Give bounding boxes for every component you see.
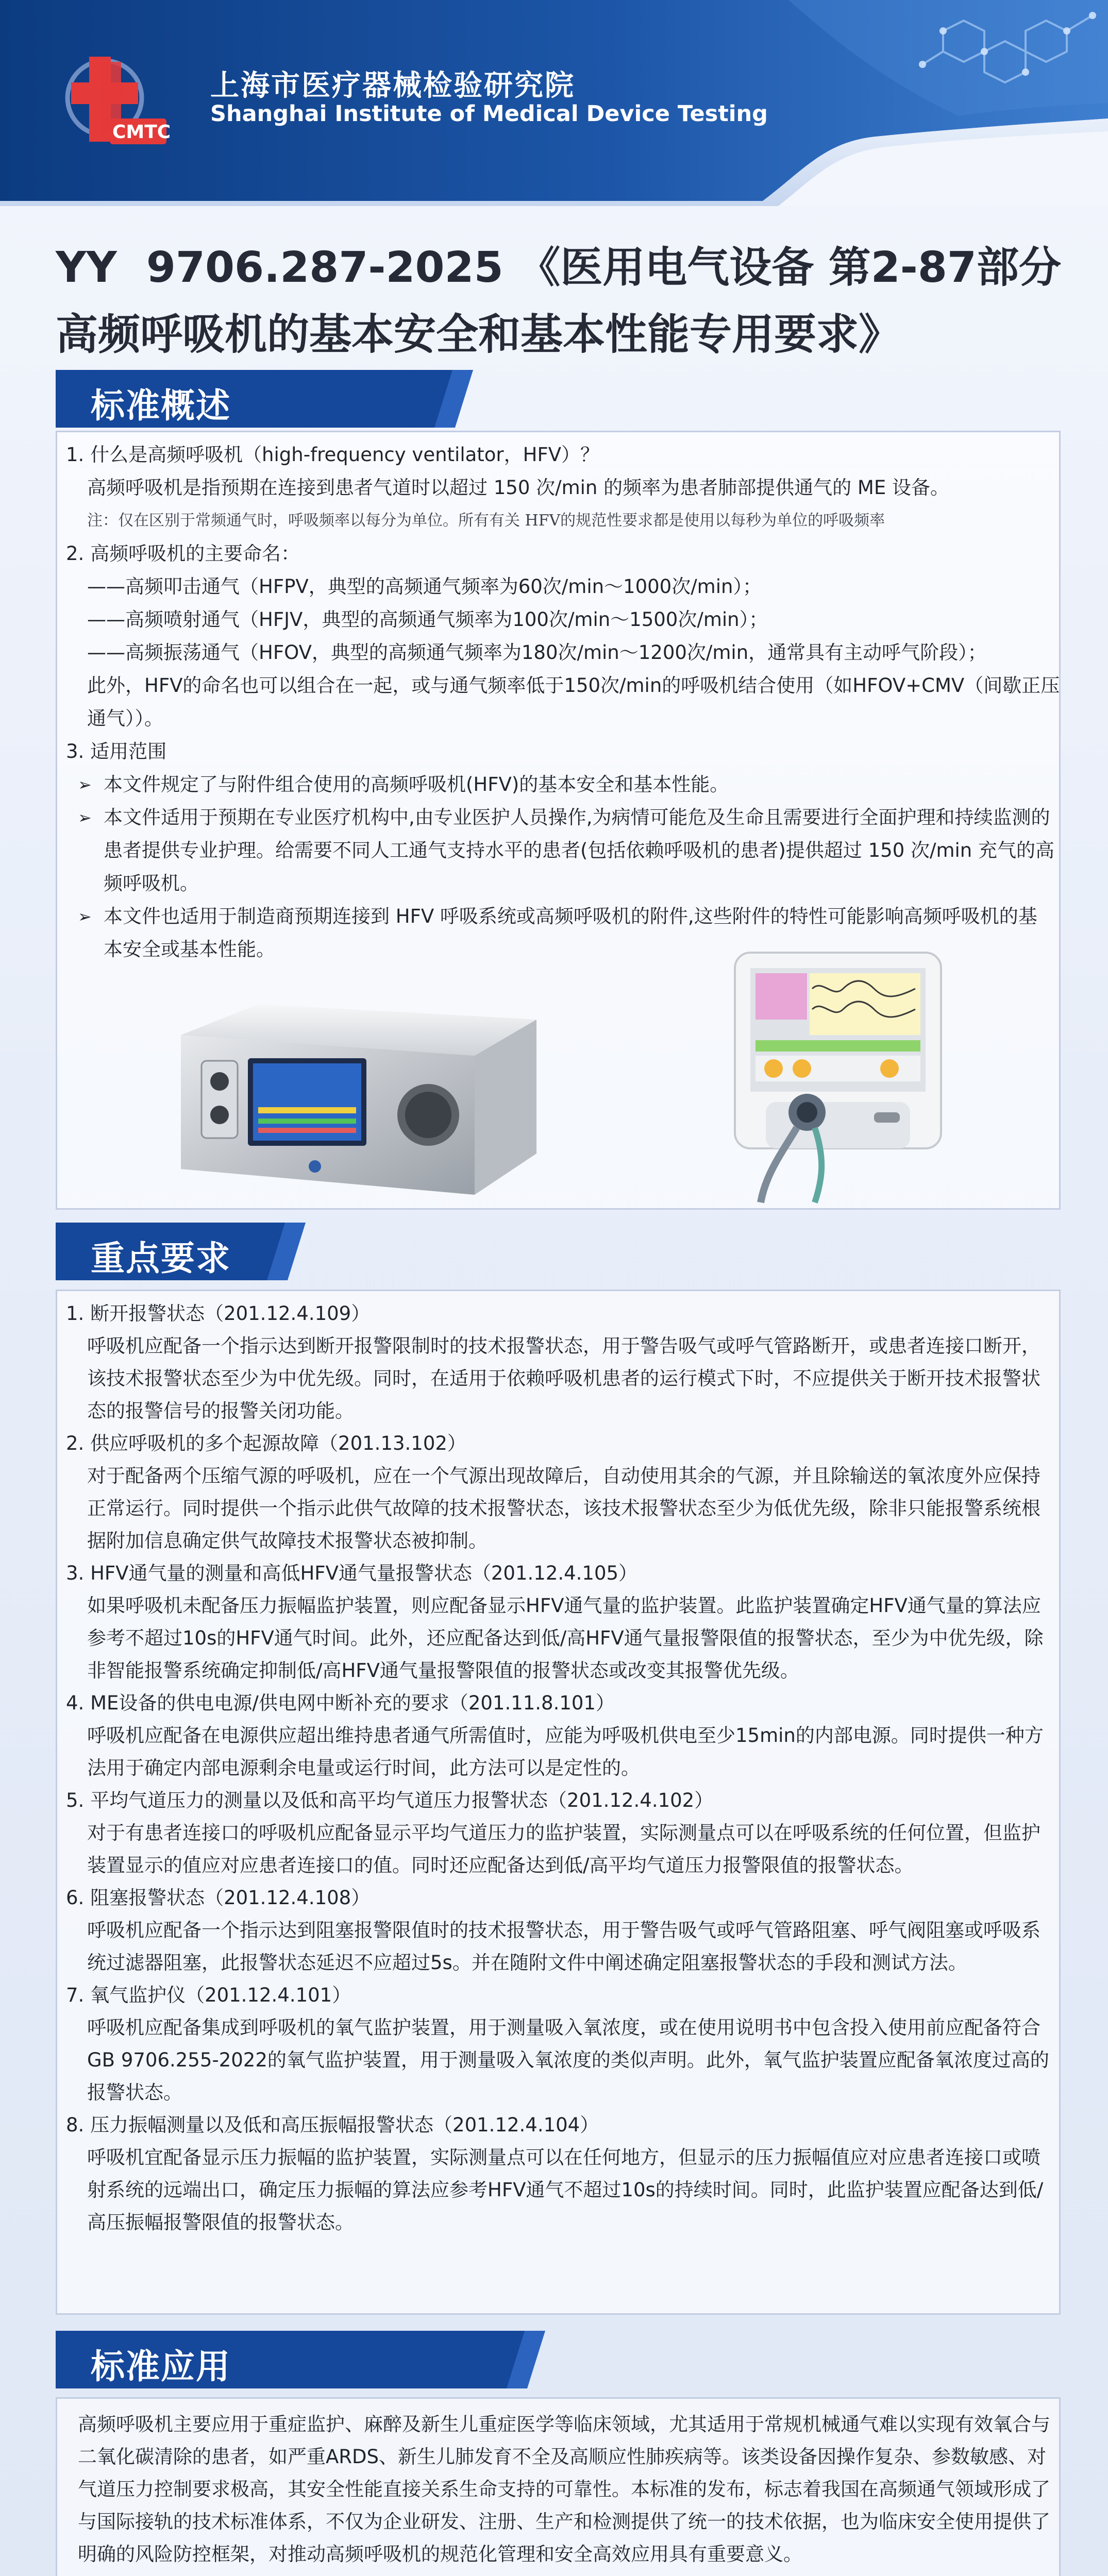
overview-line: 高频呼吸机是指预期在连接到患者气道时以超过 150 次/min 的频率为患者肺部提供通气的 ME 设备。 [87,477,949,499]
bullet-arrow-icon: ➢ [78,808,92,827]
overview-note: 注：仅在区别于常频通气时，呼吸频率以每分为单位。所有有关 HFV的规范性要求都是使用以每秒为单位的呼吸频率 [87,512,885,530]
section-tab-requirements [56,1223,306,1280]
requirement-title: 8. 压力振幅测量以及低和高压振幅报警状态（201.12.4.104） [66,2114,599,2136]
requirement-text: 态的报警信号的报警关闭功能。 [87,1400,354,1422]
cmtc-logo [56,46,205,155]
overview-line: 通气））。 [87,707,163,730]
requirement-text: 装置显示的值应对应患者连接口的值。同时还应配备达到低/高平均气道压力报警限值的报警状态。 [87,1854,914,1876]
requirement-text: 呼吸机应配备在电源供应超出维持患者通气所需值时，应能为呼吸机供电至少15min的内部电源。同时提供一种方 [87,1724,1044,1747]
requirement-title: 4. ME设备的供电电源/供电网中断补充的要求（201.11.8.101） [66,1692,615,1714]
section-heading-application: 标准应用 [91,2347,231,2386]
overview-line: 3. 适用范围 [66,740,167,762]
application-text: 气道压力控制要求极高，其安全性能直接关系生命支持的可靠性。本标准的发布，标志着我国在高频通气领域形成了 [78,2478,1050,2500]
requirement-text: 呼吸机应配备集成到呼吸机的氧气监护装置，用于测量吸入氧浓度，或在使用说明书中包含投入使用前应配备符合 [87,2016,1040,2039]
overview-box [56,431,1061,1210]
requirement-title: 5. 平均气道压力的测量以及低和高平均气道压力报警状态（201.12.4.102） [66,1789,714,1811]
requirement-text: 如果呼吸机未配备压力振幅监护装置，则应配备显示HFV通气量的监护装置。此监护装置确定HFV通气量的算法应 [87,1595,1041,1617]
overview-line: ——高频叩击通气（HFPV，典型的高频通气频率为60次/min～1000次/min）； [87,575,762,598]
requirement-title: 1. 断开报警状态（201.12.4.109） [66,1302,371,1325]
logo-text: CMTC [112,122,171,143]
section-tab-overview [56,370,473,428]
requirement-text: 法用于确定内部电源剩余电量或运行时间，此方法可以是定性的。 [87,1757,640,1779]
requirement-text: 报警状态。 [87,2081,182,2104]
title-line-2: 高频呼吸机的基本安全和基本性能专用要求》 [56,310,901,359]
requirement-text: 据附加信息确定供气故障技术报警状态被抑制。 [87,1530,488,1552]
requirement-text: 呼吸机应配备一个指示达到断开报警限制时的技术报警状态，用于警告吸气或呼气管路断开，或患者连接口断开， [87,1335,1040,1357]
overview-line: 本文件也适用于制造商预期连接到 HFV 呼吸系统或高频呼吸机的附件,这些附件的特性可能影响高频呼吸机的基 [104,905,1037,927]
overview-line: 本文件规定了与附件组合使用的高频呼吸机(HFV)的基本安全和基本性能。 [104,773,729,795]
requirement-text: 统过滤器阻塞，此报警状态延迟不应超过5s。并在随附文件中阐述确定阻塞报警状态的手段和测试方法。 [87,1952,967,1974]
requirement-text: 对于配备两个压缩气源的呼吸机，应在一个气源出现故障后，自动使用其余的气源，并且除输送的氧浓度外应保持 [87,1465,1040,1487]
bullet-arrow-icon: ➢ [78,775,92,794]
requirement-text: 对于有患者连接口的呼吸机应配备显示平均气道压力的监护装置，实际测量点可以在呼吸系统的任何位置，但监护 [87,1822,1040,1844]
overview-line: 2. 高频呼吸机的主要命名： [66,543,300,565]
requirements-box [56,1290,1061,2315]
overview-line: 此外，HFV的命名也可以组合在一起，或与通气频率低于150次/min的呼吸机结合使用（如HFOV+CMV（间歇正压 [87,674,1060,697]
institute-name-cn: 上海市医疗器械检验研究院 [210,69,575,103]
section-tab-application [56,2331,545,2388]
application-text: 高频呼吸机主要应用于重症监护、麻醉及新生儿重症医学等临床领域，尤其适用于常规机械通气难以实现有效氧合与 [78,2413,1050,2435]
hfv-device-image-2 [704,947,972,1205]
section-heading-requirements: 重点要求 [91,1239,231,1278]
bullet-arrow-icon: ➢ [78,907,92,926]
requirement-title: 6. 阻塞报警状态（201.12.4.108） [66,1887,371,1909]
requirement-title: 2. 供应呼吸机的多个起源故障（201.13.102） [66,1432,466,1454]
requirement-title: 3. HFV通气量的测量和高低HFV通气量报警状态（201.12.4.105） [66,1562,638,1584]
requirement-text: 呼吸机宜配备显示压力振幅的监护装置，实际测量点可以在任何地方，但显示的压力振幅值应对应患者连接口或喷 [87,2146,1040,2168]
header-banner [0,0,1108,206]
requirement-text: 高压振幅报警限值的报警状态。 [87,2211,354,2233]
requirement-title: 7. 氧气监护仪（201.12.4.101） [66,1984,351,2006]
requirement-text: 射系统的远端出口，确定压力振幅的算法应参考HFV通气不超过10s的持续时间。同时，此监护装置应配备达到低/ [87,2179,1044,2201]
document-title [56,234,1066,368]
overview-line: 频呼吸机。 [104,872,199,894]
application-box [56,2397,1061,2576]
requirement-text: 非智能报警系统确定抑制低/高HFV通气量报警限值的报警状态或改变其报警优先级。 [87,1659,799,1682]
requirement-text: 该技术报警状态至少为中优先级。同时，在适用于依赖呼吸机患者的运行模式下时，不应提供关于断开技术报警状 [87,1367,1040,1389]
overview-line: 患者提供专业护理。给需要不同人工通气支持水平的患者(包括依赖呼吸机的患者)提供超过 150 次/min 充气的高 [104,839,1055,861]
application-text: 二氧化碳清除的患者，如严重ARDS、新生儿肺发育不全及高顺应性肺疾病等。该类设备因操作复杂、参数敏感、对 [78,2446,1046,2468]
section-heading-overview: 标准概述 [91,386,231,426]
overview-line: 1. 什么是高频呼吸机（high-frequency ventilator，HFV）？ [66,444,600,466]
overview-line: ——高频喷射通气（HFJV，典型的高频通气频率为100次/min～1500次/min）； [87,608,768,631]
requirement-text: GB 9706.255-2022的氧气监护装置，用于测量吸入氧浓度的类似声明。此外，氧气监护装置应配备氧浓度过高的 [87,2049,1049,2071]
overview-line: 本安全或基本性能。 [104,938,275,960]
overview-line: ——高频振荡通气（HFOV，典型的高频通气频率为180次/min～1200次/min，通常具有主动呼气阶段）； [87,641,987,664]
institute-name-en: Shanghai Institute of Medical Device Testing [210,101,768,127]
application-text: 与国际接轨的技术标准体系，不仅为企业研发、注册、生产和检测提供了统一的技术依据，也为临床安全使用提供了 [78,2511,1050,2533]
requirement-text: 参考不超过10s的HFV通气时间。此外，还应配备达到低/高HFV通气量报警限值的报警状态，至少为中优先级，除 [87,1627,1044,1649]
requirement-text: 呼吸机应配备一个指示达到阻塞报警限值时的技术报警状态，用于警告吸气或呼气管路阻塞、呼气阀阻塞或呼吸系 [87,1919,1040,1941]
hfv-device-image-1 [165,1004,547,1200]
title-line-1: YY 9706.287-2025 《医用电气设备 第2-87部分 [56,243,1061,292]
overview-line: 本文件适用于预期在专业医疗机构中,由专业医护人员操作,为病情可能危及生命且需要进行全面护理和持续监测的 [104,806,1050,828]
application-text: 明确的风险防控框架，对推动高频呼吸机的规范化管理和安全高效应用具有重要意义。 [78,2543,802,2565]
requirement-text: 正常运行。同时提供一个指示此供气故障的技术报警状态，该技术报警状态至少为低优先级，除非只能报警系统根 [87,1497,1040,1519]
